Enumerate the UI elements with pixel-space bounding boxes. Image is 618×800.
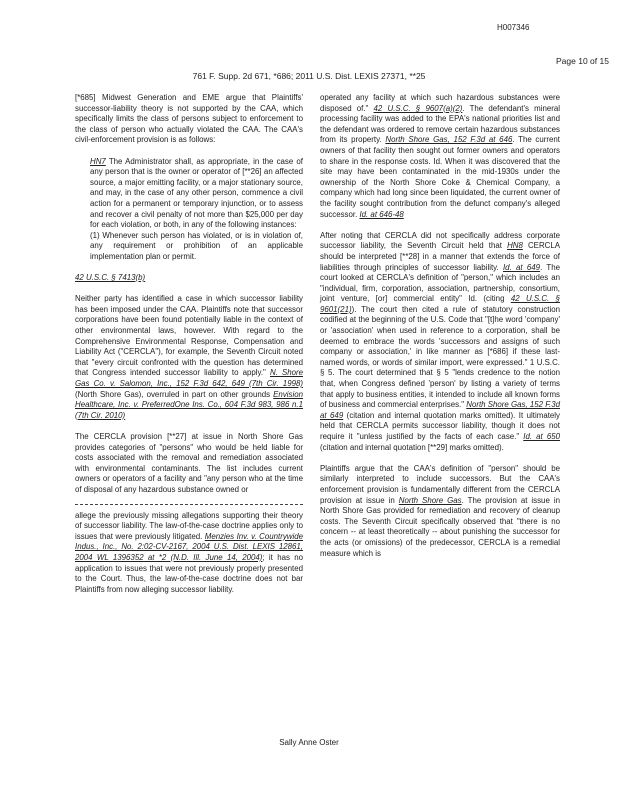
footnote-separator [75,504,303,505]
paragraph [75,294,303,421]
text: allege the previously missing allegations supporting their theory of successor liability. The law-of-the-case doctrine applies only to issues that were previously litigated. [75,510,303,541]
text: operated any facility at which such hazardous substances were disposed of." [320,93,560,113]
paragraph [320,464,560,559]
case-link[interactable]: North Shore Gas, 152 F.3d at 646 [385,135,513,145]
paragraph: The CERCLA provision [**27] at issue in North Shore Gas provides categories of "persons" who would be held liable for costs associated with the removal and remediation associated with environmental contaminants. The list includes current owners or operators of a facility and "any person who at the time of disposal of any hazardous substance owned or [75,432,303,494]
case-link[interactable]: N. Shore Gas Co. v. Salomon, Inc., 152 F.3d 642, 649 (7th Cir. 1998) [75,368,303,389]
headnote-link[interactable]: HN8 [507,241,523,251]
statute-link[interactable]: 42 U.S.C. § 9601(21) [320,294,560,314]
text: (North Shore Gas), overruled in part on other grounds [75,389,274,399]
statute-citation-link[interactable]: 42 U.S.C. § 7413(b) [75,273,146,283]
case-link[interactable]: Envision Healthcare, Inc. v. PreferredOne Ins. Co., 604 F.3d 983, 986 n.1 (7th Cir. 2010) [75,389,303,420]
paragraph [320,93,560,220]
footer-name: Sally Anne Oster [279,738,339,747]
text: CERCLA should be interpreted [**28] in a manner that extends the force of liabilities through principles of successor liability. [320,241,560,272]
text: ; it has no application to issues that were not previously properly presented to the Court. Thus, the law-of-the-case doctrine does not bar Plaintiffs from now alleging successor liability. [75,552,304,594]
case-link[interactable]: North Shore Gas [398,495,462,505]
text: . The defendant's mineral processing facility was added to the EPA's national priorities list and the defendant was ordered to remove certain hazardous substances from its property. [320,103,560,145]
case-link[interactable]: Menzies Inv. v. Countrywide Indus., Inc., No. 2:02-CV-2167, 2004 U.S. Dist. LEXIS 12861, 2004 WL 1396352 at *2 (N.D. Ill. June 14, 2004) [75,531,303,562]
case-link[interactable]: North Shore Gas, 152 F.3d at 649 [320,400,560,420]
case-citation-header: 761 F. Supp. 2d 671, *686; 2011 U.S. Dist. LEXIS 27371, **25 [192,71,426,81]
footnote [75,511,303,596]
text: Neither party has identified a case in which successor liability has been imposed under the CAA. Plaintiffs note that successor corporations have been found potentially liable in the context of other environmental laws, however. With regard to the Comprehensive Environmental Response, Compensation and Liability Act ("CERCLA"), for example, the Seventh Circuit noted that "every circuit confronted with the question has determined that Congress intended successor liability to apply." [75,294,303,378]
text: . The current owners of that facility then sought out former owners and operators to share in the response costs. Id. When it was discovered that the site may have been contaminated in the mid-1930s under the ownership of the North Shore Coke & Chemical Company, a company which had long since been liquidated, the current owner of the facility sought contribution from the defunct company's alleged successor. [320,135,560,219]
paragraph: [*685] Midwest Generation and EME argue that Plaintiffs' successor-liability theory is not supported by the CAA, which specifically limits the class of persons subject to enforcement to the class of person who actually violated the CAA. The CAA's civil-enforcement provision is as follows: [75,93,303,145]
case-link[interactable]: Id. at 646-48 [359,209,404,219]
left-column [75,93,303,606]
right-column [320,93,560,570]
text: ). The court then cited a rule of statutory construction codified at the beginning of the U.S. Code that "[t]he word 'company' or 'association' when used in reference to a corporation, shall be deemed to embrace the words 'successors and assigns of such company or association,' in like manner as [*686] if these last-named words, or words of similar import, were expressed." 1 U.S.C. § 5. The court determined that § 5 "lends credence to the notion that, when Congress defined 'person' by listing a variety of terms that apply to business entities, it intended to include all known forms of business and commercial enterprises." [320,304,560,410]
bates-number: H007346 [497,23,530,32]
headnote-link[interactable]: HN7 [90,156,106,166]
text: (citation and internal quotation marks omitted). It ultimately held that CERCLA permits successor liability, though it does not require it "unless justified by the facts of each case." [320,410,560,441]
statute-link[interactable]: 42 U.S.C. § 9607(a)(2) [373,103,463,113]
quote-text: The Administrator shall, as appropriate, in the case of any person that is the owner or operator of [**26] an affected source, a major emitting facility, or a major stationary source, and may, in the case of any other person, commence a civil action for a permanent or temporary injunction, or to assess and recover a civil penalty of not more than $25,000 per day for each violation, or both, in any of the following instances: [90,156,303,230]
text: . The provision at issue in North Shore Gas provided for remediation and recovery of cleanup costs. The Seventh Circuit specifically observed that "there is no concern -- at least theoretically -- about punishing the successor for the acts (or omissions) of the predecessor, CERCLA is a remedial measure which is [320,495,560,558]
text: After noting that CERCLA did not specifically address corporate successor liability, the Seventh Circuit held that [320,230,560,251]
case-link[interactable]: Id. at 649 [502,262,541,272]
case-link[interactable]: Id. at 650 [523,432,560,441]
quote-text: (1) Whenever such person has violated, or is in violation of, any requirement or prohibition of an applicable implementation plan or permit. [90,230,303,261]
statute-quote [90,157,303,263]
page-indicator: Page 10 of 15 [556,56,609,66]
text: (citation and internal quotation [**29] marks omitted). [320,442,504,452]
paragraph [320,231,560,453]
text: . The court looked at CERCLA's definition of "person," which includes an "individual, firm, corporation, association, partnership, consortium, joint venture, [or] commercial entity" Id. (citing [320,262,560,304]
text: Plaintiffs argue that the CAA's definition of "person" should be similarly interpreted to include successors. But the CAA's enforcement provision is fundamentally different from the CERCLA provision at issue in [320,463,560,505]
